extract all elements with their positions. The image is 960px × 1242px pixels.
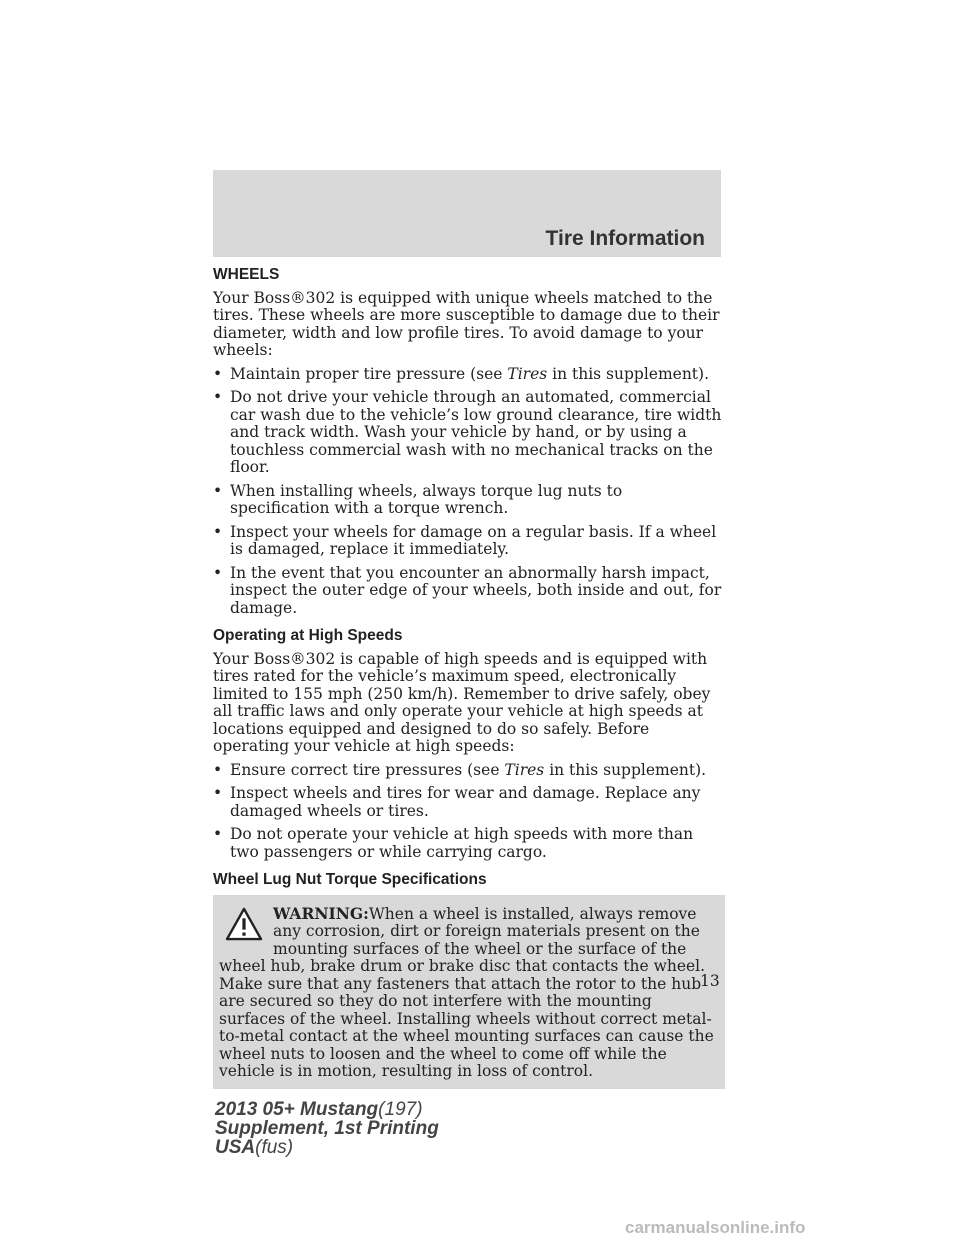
print-footer	[215, 1100, 439, 1157]
list-item: • Maintain proper tire pressure (see Tires in this supplement).	[213, 364, 710, 383]
lug-nut-heading: Wheel Lug Nut Torque Specifications	[213, 871, 487, 888]
warning-text: When a wheel is installed, always remove any corrosion, dirt or foreign materials present on the mounting surfaces of the wheel or the surface of the wheel hub, brake drum or brake disc that contacts the wheel. Make sure that any fasteners that attach the rotor to the hub are secured so they do not interfere with the mounting surfaces of the wheel. Installing wheels without correct metal-to-metal contact at the wheel mounting surfaces can cause the wheel nuts to loosen and the wheel to come off while the vehicle is in motion, resulting in loss of control.	[219, 904, 714, 1080]
list-item: • Do not drive your vehicle through an automated, commercial car wash due to the vehicle’s low ground clearance, tire width and track width. Wash your vehicle by hand, or by using a touchless commercial wash with no mechanical tracks on the floor.	[213, 388, 722, 476]
bullet: •	[213, 522, 223, 541]
bullet: •	[213, 760, 223, 779]
bullet: •	[213, 563, 223, 582]
page-number: 13	[700, 972, 720, 990]
footer-edition: Supplement, 1st Printing	[215, 1118, 439, 1139]
watermark: carmanualsonline.info	[625, 1218, 806, 1237]
footer-model: 2013 05+ Mustang	[215, 1099, 379, 1120]
wheels-intro: Your Boss®302 is equipped with unique wheels matched to the tires. These wheels are more susceptible to damage due to their diameter, width and low profile tires. To avoid damage to your wheels:	[213, 288, 720, 359]
footer-market: USA	[215, 1137, 256, 1158]
page-content	[213, 266, 725, 1089]
wheels-bullet-list	[213, 366, 725, 618]
high-speeds-bullet-list	[213, 762, 725, 862]
warning-box	[213, 895, 725, 1089]
bullet: •	[213, 481, 223, 500]
list-item: • Do not operate your vehicle at high speeds with more than two passengers or while carrying cargo.	[213, 825, 694, 861]
high-speeds-intro: Your Boss®302 is capable of high speeds and is equipped with tires rated for the vehicle’s maximum speed, electronically limited to 155 mph (250 km/h). Remember to drive safely, obey all traffic laws and only operate your vehicle at high speeds at locations equipped and designed to do so safely. Before operating your vehicle at high speeds:	[213, 649, 711, 755]
warning-triangle-icon	[225, 907, 263, 941]
warning-label: WARNING:	[273, 903, 369, 923]
bullet: •	[213, 825, 223, 843]
bullet: •	[213, 388, 223, 406]
high-speeds-heading: Operating at High Speeds	[213, 627, 403, 644]
footer-market-code: (fus)	[255, 1137, 294, 1158]
list-item: • Ensure correct tire pressures (see Tires in this supplement).	[213, 760, 707, 779]
list-item: • When installing wheels, always torque lug nuts to specification with a torque wrench.	[213, 481, 623, 517]
section-header	[213, 170, 721, 257]
wheels-heading: WHEELS	[213, 266, 280, 283]
footer-code: (197)	[378, 1099, 423, 1120]
bullet: •	[213, 364, 223, 383]
list-item: • In the event that you encounter an abnormally harsh impact, inspect the outer edge of your wheels, both inside and out, for damage.	[213, 563, 722, 617]
bullet: •	[213, 784, 223, 802]
list-item: • Inspect wheels and tires for wear and damage. Replace any damaged wheels or tires.	[213, 784, 701, 820]
section-title: Tire Information	[545, 227, 705, 250]
list-item: • Inspect your wheels for damage on a regular basis. If a wheel is damaged, replace it immediately.	[213, 522, 717, 558]
